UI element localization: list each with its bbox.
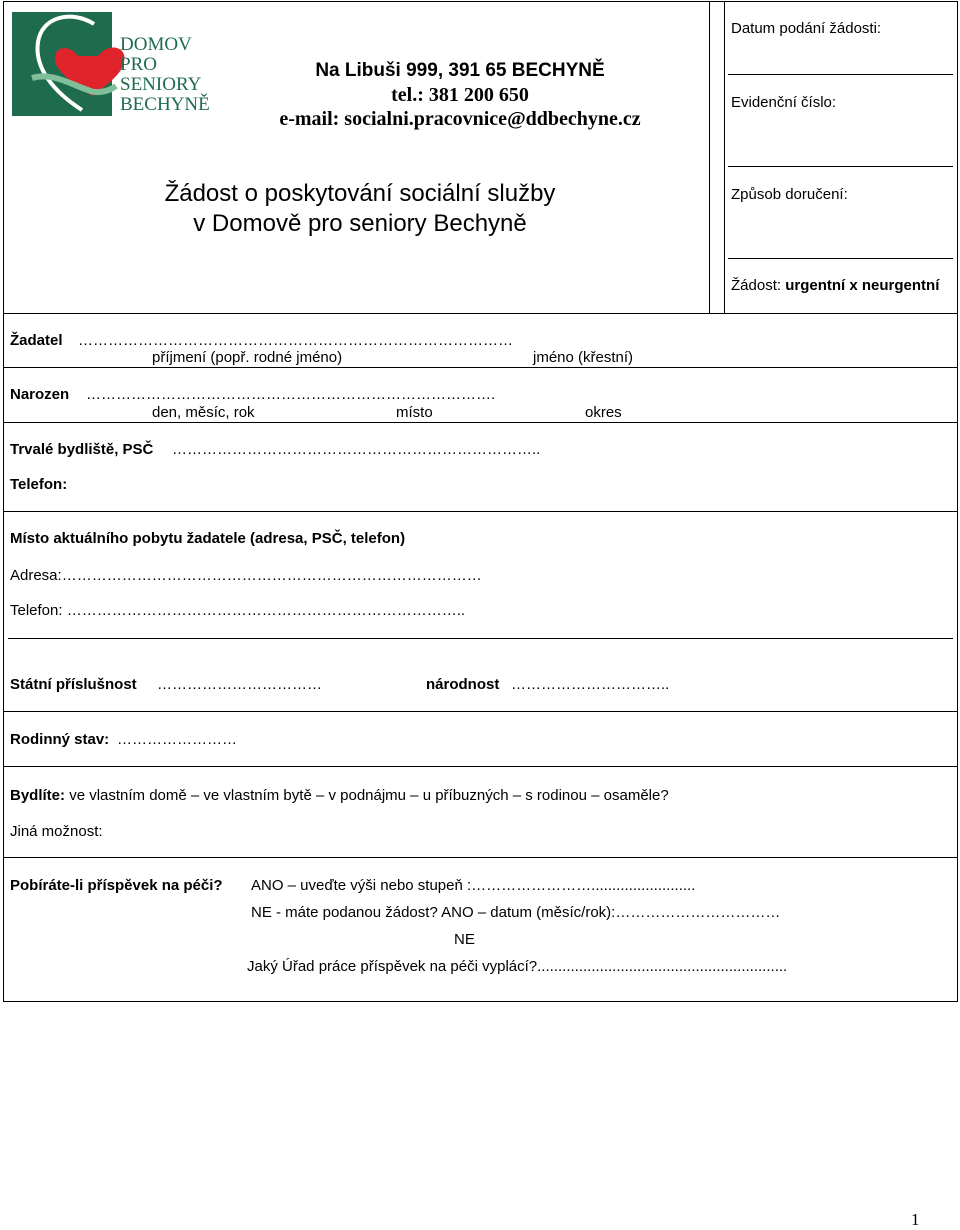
- other-option-label[interactable]: Jiná možnost:: [10, 823, 103, 840]
- care-no-option[interactable]: NE: [454, 931, 475, 948]
- residence-field[interactable]: ………………………………………………………………..: [172, 441, 541, 458]
- care-allowance-label: Pobíráte-li příspěvek na péči?: [10, 877, 223, 894]
- registration-number-field[interactable]: [728, 166, 953, 167]
- firstname-caption: jméno (křestní): [533, 349, 634, 366]
- header-email: e-mail: socialni.pracovnice@ddbechyne.cz: [279, 108, 641, 130]
- nationality-field[interactable]: …………………………..: [511, 676, 670, 693]
- separator: [3, 711, 958, 712]
- page-number: 1: [911, 1210, 920, 1229]
- born-place-caption: místo: [396, 404, 433, 421]
- care-yes-option[interactable]: ANO – uveďte výši nebo stupeň :…………………….........................: [251, 877, 696, 894]
- living-row: [10, 787, 669, 804]
- separator: [8, 638, 953, 639]
- header-divider-2: [724, 1, 725, 313]
- marital-status-field[interactable]: ……………………: [117, 731, 237, 748]
- current-address-field[interactable]: Adresa:…………………………………………………………………………: [10, 567, 482, 584]
- separator: [3, 857, 958, 858]
- separator: [3, 422, 958, 423]
- born-date-caption: den, měsíc, rok: [152, 404, 255, 421]
- urgency-row: [731, 277, 939, 294]
- logo-line-2: PRO: [120, 54, 157, 75]
- header-phone: tel.: 381 200 650: [391, 84, 529, 106]
- separator: [3, 511, 958, 512]
- header-address: Na Libuši 999, 391 65 BECHYNĚ: [315, 60, 605, 81]
- phone-label: Telefon:: [10, 476, 68, 493]
- nationality-label: národnost: [426, 676, 500, 693]
- citizenship-label: Státní příslušnost: [10, 676, 137, 693]
- separator: [3, 367, 958, 368]
- urgency-label: Žádost:: [731, 277, 782, 294]
- residence-label: Trvalé bydliště, PSČ: [10, 441, 154, 458]
- surname-caption: příjmení (popř. rodné jméno): [152, 349, 343, 366]
- logo: [12, 12, 210, 116]
- submission-date-field[interactable]: [728, 74, 953, 75]
- applicant-field[interactable]: ……………………………………………………………………………: [78, 332, 513, 349]
- submission-date-label: Datum podání žádosti:: [731, 20, 882, 37]
- born-district-caption: okres: [585, 404, 622, 421]
- logo-line-1: DOMOV: [120, 34, 192, 55]
- born-field[interactable]: ……………………………………………………………………….: [86, 386, 496, 403]
- delivery-method-label: Způsob doručení:: [731, 186, 848, 203]
- living-options[interactable]: ve vlastním domě – ve vlastním bytě – v podnájmu – u příbuzných – s rodinou – osaměle?: [69, 787, 669, 804]
- living-label: Bydlíte:: [10, 787, 66, 804]
- page-title-line-2: v Domově pro seniory Bechyně: [193, 210, 527, 237]
- care-office-field[interactable]: Jaký Úřad práce příspěvek na péči vyplácí?............................................................: [247, 958, 788, 975]
- separator: [3, 766, 958, 767]
- urgency-value[interactable]: urgentní x neurgentní: [785, 277, 940, 294]
- form-frame: [3, 1, 958, 1002]
- logo-line-3: SENIORY: [120, 74, 202, 95]
- registration-number-label: Evidenční číslo:: [731, 94, 837, 111]
- born-label: Narozen: [10, 386, 70, 403]
- page-title-line-1: Žádost o poskytování sociální služby: [164, 180, 556, 207]
- delivery-method-field[interactable]: [728, 258, 953, 259]
- header-divider-1: [709, 1, 710, 313]
- current-stay-heading: Místo aktuálního pobytu žadatele (adresa, PSČ, telefon): [10, 530, 406, 547]
- citizenship-field[interactable]: ……………………………: [157, 676, 322, 693]
- care-no-applied-option[interactable]: NE - máte podanou žádost? ANO – datum (měsíc/rok):……………………………: [251, 904, 781, 921]
- logo-line-4: BECHYNĚ: [120, 94, 210, 115]
- separator: [3, 313, 958, 314]
- marital-status-label: Rodinný stav:: [10, 731, 110, 748]
- applicant-label: Žadatel: [10, 332, 63, 349]
- current-phone-field[interactable]: Telefon: ……………………………………………………………………..: [10, 602, 466, 619]
